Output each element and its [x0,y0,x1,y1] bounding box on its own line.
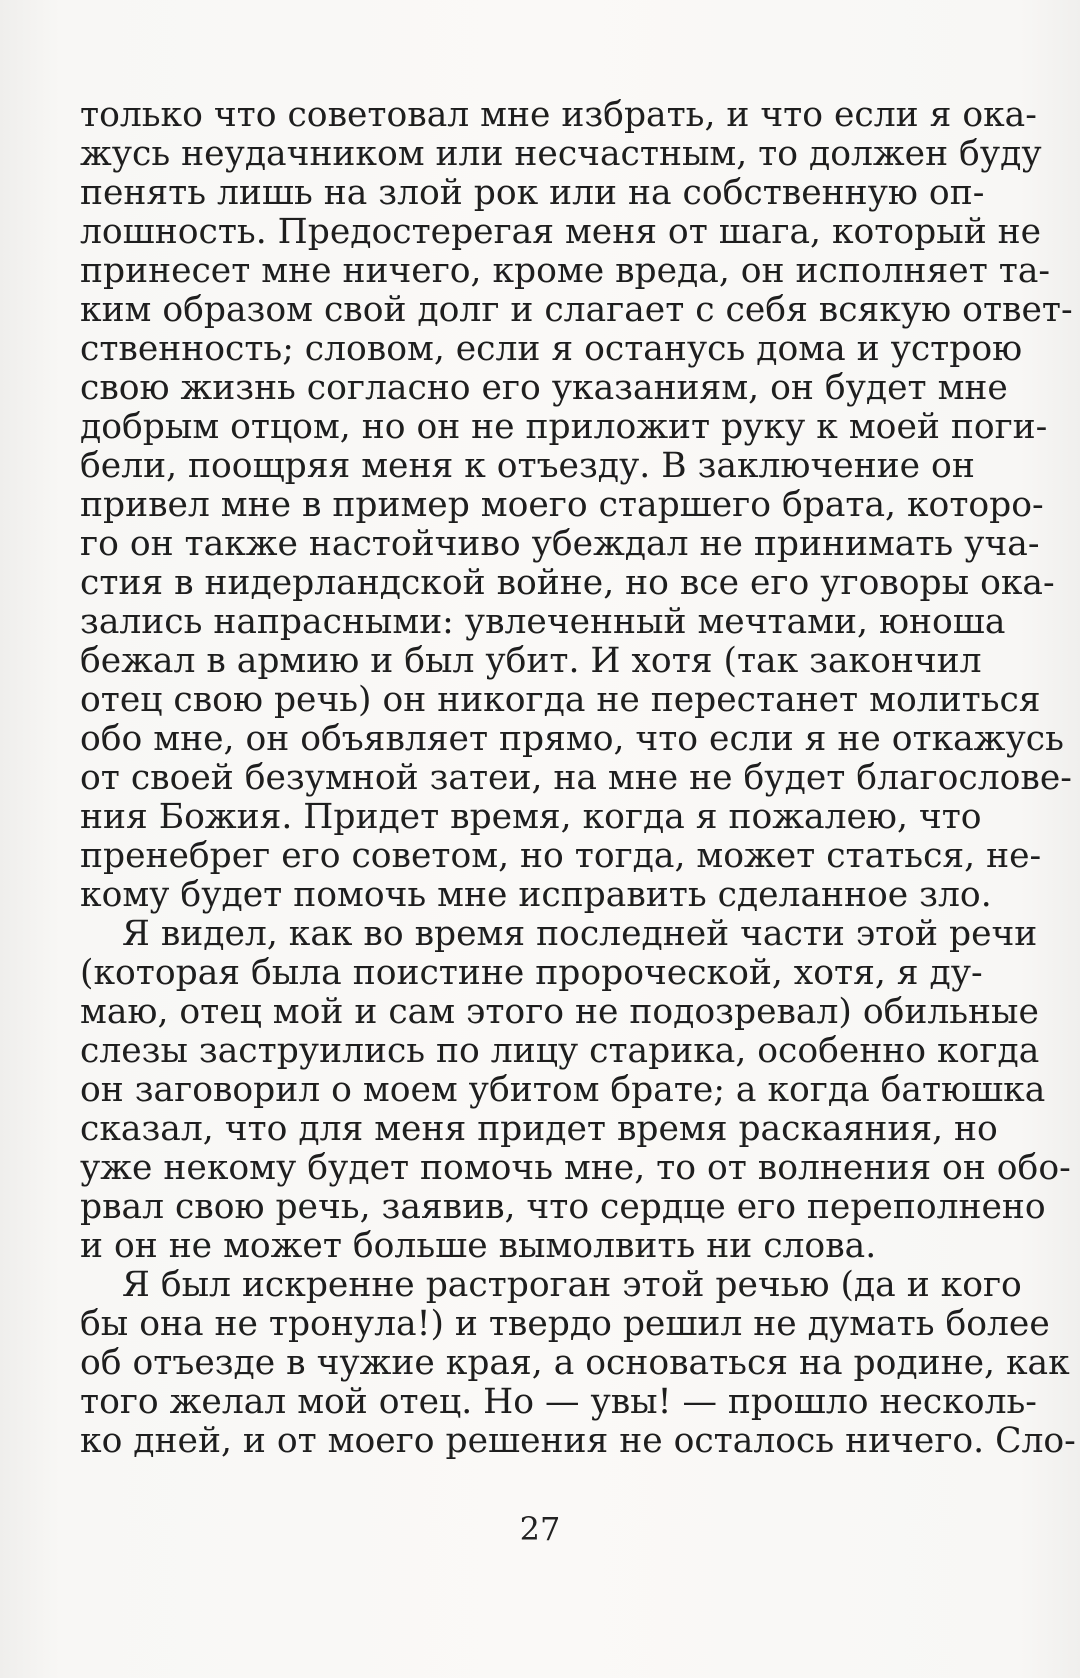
paragraph-start-line: Я был искренне растроган этой речью (да и кого [122,1265,1022,1305]
text-line: только что советовал мне избрать, и что если я ока- [80,95,1037,135]
text-line: пренебрег его советом, но тогда, может статься, не- [80,836,1042,876]
text-line: он заговорил о моем убитом брате; а когда батюшка [80,1070,1046,1110]
text-line: принесет мне ничего, кроме вреда, он исполняет та- [80,251,1051,291]
text-line: рвал свою речь, заявив, что сердце его переполнено [80,1187,1046,1227]
text-line: бы она не тронула!) и твердо решил не думать более [80,1304,1050,1344]
text-line: бели, поощряя меня к отъезду. В заключение он [80,446,975,486]
text-line: го он также настойчиво убеждал не принимать уча- [80,524,1040,564]
paragraph-start-line: Я видел, как во время последней части этой речи [122,914,1038,954]
text-line: ким образом свой долг и слагает с себя всякую ответ- [80,290,1073,330]
text-line: бежал в армию и был убит. И хотя (так закончил [80,641,982,681]
text-line: уже некому будет помочь мне, то от волнения он обо- [80,1148,1071,1188]
text-line: ния Божия. Придет время, когда я пожалею, что [80,797,982,837]
text-line: лошность. Предостерегая меня от шага, который не [80,212,1042,252]
text-line: зались напрасными: увлеченный мечтами, юноша [80,602,1006,642]
page-text [80,95,1076,1461]
text-line: свою жизнь согласно его указаниям, он будет мне [80,368,1008,408]
text-line: того желал мой отец. Но — увы! — прошло несколь- [80,1382,1037,1422]
text-line: маю, отец мой и сам этого не подозревал) обильные [80,992,1039,1032]
text-line: сказал, что для меня придет время раскаяния, но [80,1109,998,1149]
text-line: слезы заструились по лицу старика, особенно когда [80,1031,1040,1071]
text-line: добрым отцом, но он не приложит руку к моей поги- [80,407,1048,447]
text-line: привел мне в пример моего старшего брата, которо- [80,485,1044,525]
text-line: стия в нидерландской войне, но все его уговоры ока- [80,563,1055,603]
text-line: (которая была поистине пророческой, хотя, я ду- [80,953,983,993]
text-line: отец свою речь) он никогда не перестанет молиться [80,680,1041,720]
text-line: ственность; словом, если я останусь дома и устрою [80,329,1023,369]
paragraph-end-line: кому будет помочь мне исправить сделанное зло. [80,875,992,915]
page-number: 27 [519,1510,561,1548]
text-line: от своей безумной затеи, на мне не будет благослове- [80,758,1072,798]
text-line: пенять лишь на злой рок или на собственную оп- [80,173,985,213]
text-line: обо мне, он объявляет прямо, что если я не откажусь [80,719,1064,759]
paragraph-end-line: и он не может больше вымолвить ни слова. [80,1226,877,1266]
text-line: жусь неудачником или несчастным, то должен буду [80,134,1042,174]
text-line: об отъезде в чужие края, а основаться на родине, как [80,1343,1070,1383]
text-line: ко дней, и от моего решения не осталось ничего. Сло- [80,1421,1076,1461]
